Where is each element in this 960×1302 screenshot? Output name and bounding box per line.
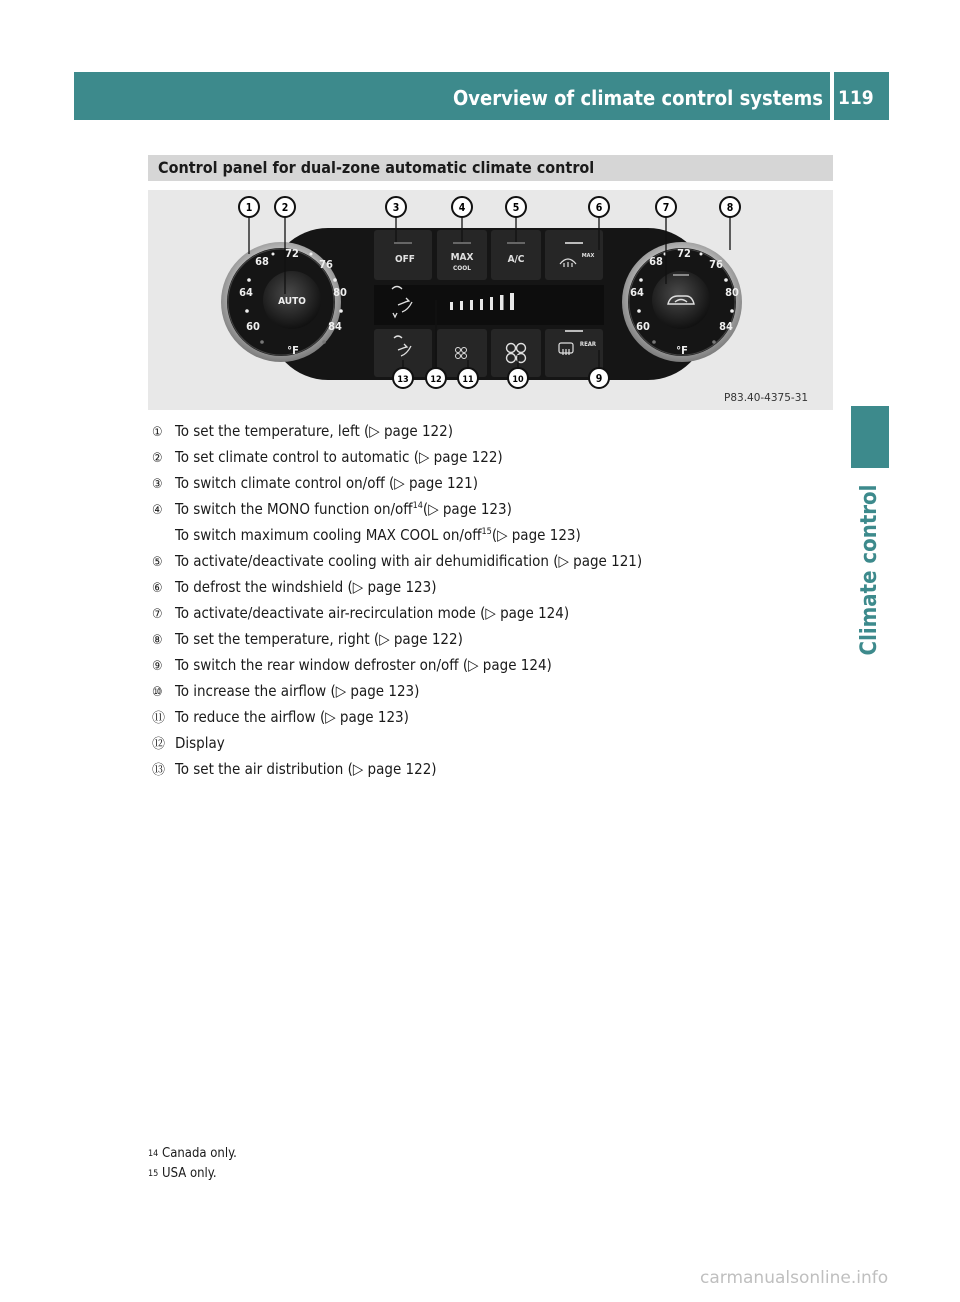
watermark: carmanualsonline.info — [700, 1268, 889, 1288]
svg-text:7: 7 — [662, 202, 670, 214]
display-strip — [374, 285, 604, 325]
svg-text:10: 10 — [512, 375, 524, 385]
svg-text:76: 76 — [319, 258, 333, 271]
cool-button-label: COOL — [453, 264, 471, 272]
legend-text: To set the temperature, left (▷ page 122) — [175, 422, 453, 440]
ac-button-label: A/C — [507, 254, 525, 265]
legend-page-ref: (▷ page 123) — [422, 500, 512, 518]
legend-marker: ② — [152, 451, 163, 466]
legend-item — [152, 498, 512, 522]
svg-text:12: 12 — [430, 375, 442, 385]
legend-text: To switch the rear window defroster on/off (▷ page 124) — [175, 656, 552, 674]
legend-marker: ⑫ — [152, 737, 166, 752]
callout-1 — [239, 197, 259, 217]
svg-text:8: 8 — [726, 202, 734, 214]
svg-text:64: 64 — [630, 286, 644, 299]
svg-text:2: 2 — [281, 202, 289, 214]
legend-marker: ③ — [152, 477, 163, 492]
legend-item — [152, 420, 453, 444]
callout-10 — [508, 368, 528, 388]
control-panel-figure — [148, 190, 833, 410]
header-divider — [830, 72, 834, 120]
svg-text:4: 4 — [458, 202, 466, 214]
legend-marker: ⑥ — [152, 581, 163, 596]
legend-marker: ④ — [152, 503, 163, 518]
callout-9 — [589, 368, 609, 388]
legend-marker: ⑬ — [152, 763, 166, 778]
legend-marker: ⑩ — [152, 685, 163, 700]
callout-12 — [426, 368, 446, 388]
legend-text: To increase the airflow (▷ page 123) — [175, 682, 420, 700]
legend-text: To set climate control to automatic (▷ page 122) — [175, 448, 503, 466]
legend-marker: ⑦ — [152, 607, 163, 622]
legend-text: Display — [175, 734, 225, 752]
svg-text:80: 80 — [725, 286, 739, 299]
legend-marker: ⑧ — [152, 633, 163, 648]
svg-text:76: 76 — [709, 258, 723, 271]
svg-text:60: 60 — [246, 320, 260, 333]
legend-continuation — [175, 524, 581, 546]
footnote-number: 14 — [148, 1149, 159, 1159]
figure-reference: P83.40-4375-31 — [724, 392, 809, 404]
off-button-label: OFF — [395, 254, 415, 265]
callout-7 — [656, 197, 676, 217]
svg-text:84: 84 — [719, 320, 733, 333]
legend-item — [152, 550, 642, 574]
right-temperature-dial — [622, 242, 742, 362]
svg-text:60: 60 — [636, 320, 650, 333]
footnote-text: USA only. — [158, 1166, 217, 1181]
footnote-number: 15 — [148, 1169, 159, 1179]
legend-item — [152, 628, 463, 652]
svg-text:6: 6 — [595, 202, 603, 214]
side-section-label: Climate control — [857, 484, 882, 656]
legend-text: To switch maximum cooling MAX COOL on/off — [175, 526, 482, 544]
page-header-title: Overview of climate control systems — [452, 86, 823, 110]
legend-text: To activate/deactivate air-recirculation mode (▷ page 124) — [175, 604, 570, 622]
legend-text: To defrost the windshield (▷ page 123) — [175, 578, 437, 596]
auto-button-label: AUTO — [278, 296, 306, 307]
svg-text:68: 68 — [255, 255, 269, 268]
callout-5 — [506, 197, 526, 217]
footnote-ref: 14 — [412, 501, 423, 511]
callout-2 — [275, 197, 295, 217]
callout-6 — [589, 197, 609, 217]
callout-8 — [720, 197, 740, 217]
control-panel-illustration — [148, 190, 833, 410]
max-small-label: MAX — [581, 253, 595, 259]
legend-marker: ① — [152, 425, 163, 440]
svg-text:84: 84 — [328, 320, 342, 333]
legend-item — [152, 472, 478, 496]
svg-text:72: 72 — [285, 247, 299, 260]
svg-text:11: 11 — [462, 375, 474, 385]
svg-text:5: 5 — [512, 202, 520, 214]
section-title: Control panel for dual-zone automatic climate control — [158, 158, 595, 177]
legend-marker: ⑤ — [152, 555, 163, 570]
svg-text:1: 1 — [245, 202, 253, 214]
footnote — [148, 1146, 237, 1162]
footnote-ref: 15 — [481, 527, 492, 537]
svg-text:°F: °F — [287, 344, 299, 357]
legend-item — [152, 446, 503, 470]
legend-text: To switch climate control on/off (▷ page 121) — [175, 474, 478, 492]
footnote — [148, 1166, 217, 1182]
svg-text:13: 13 — [397, 375, 409, 385]
legend-text: To switch the MONO function on/off — [175, 500, 413, 518]
max-button-label: MAX — [450, 252, 474, 263]
legend-page-ref: (▷ page 123) — [491, 526, 581, 544]
legend-item — [152, 654, 552, 678]
svg-text:9: 9 — [595, 373, 603, 385]
legend-item — [152, 576, 436, 600]
legend-marker: ⑪ — [152, 711, 166, 726]
footnote-text: Canada only. — [158, 1146, 237, 1161]
legend-item — [152, 706, 409, 730]
svg-text:68: 68 — [649, 255, 663, 268]
legend-marker: ⑨ — [152, 659, 163, 674]
legend-text: To activate/deactivate cooling with air dehumidification (▷ page 121) — [175, 552, 643, 570]
legend-item — [152, 732, 225, 756]
callout-11 — [458, 368, 478, 388]
callout-4 — [452, 197, 472, 217]
legend-text: To reduce the airflow (▷ page 123) — [175, 708, 409, 726]
legend-item — [152, 758, 437, 782]
svg-text:°F: °F — [676, 344, 688, 357]
svg-text:64: 64 — [239, 286, 253, 299]
legend-item — [152, 680, 419, 704]
svg-text:80: 80 — [333, 286, 347, 299]
svg-text:3: 3 — [392, 202, 400, 214]
legend-item — [152, 602, 569, 626]
svg-text:72: 72 — [677, 247, 691, 260]
legend-text: To set the air distribution (▷ page 122) — [175, 760, 437, 778]
callout-13 — [393, 368, 413, 388]
rear-small-label: REAR — [579, 341, 597, 348]
page-number: 119 — [838, 87, 874, 109]
legend-text: To set the temperature, right (▷ page 122) — [175, 630, 463, 648]
callout-3 — [386, 197, 406, 217]
